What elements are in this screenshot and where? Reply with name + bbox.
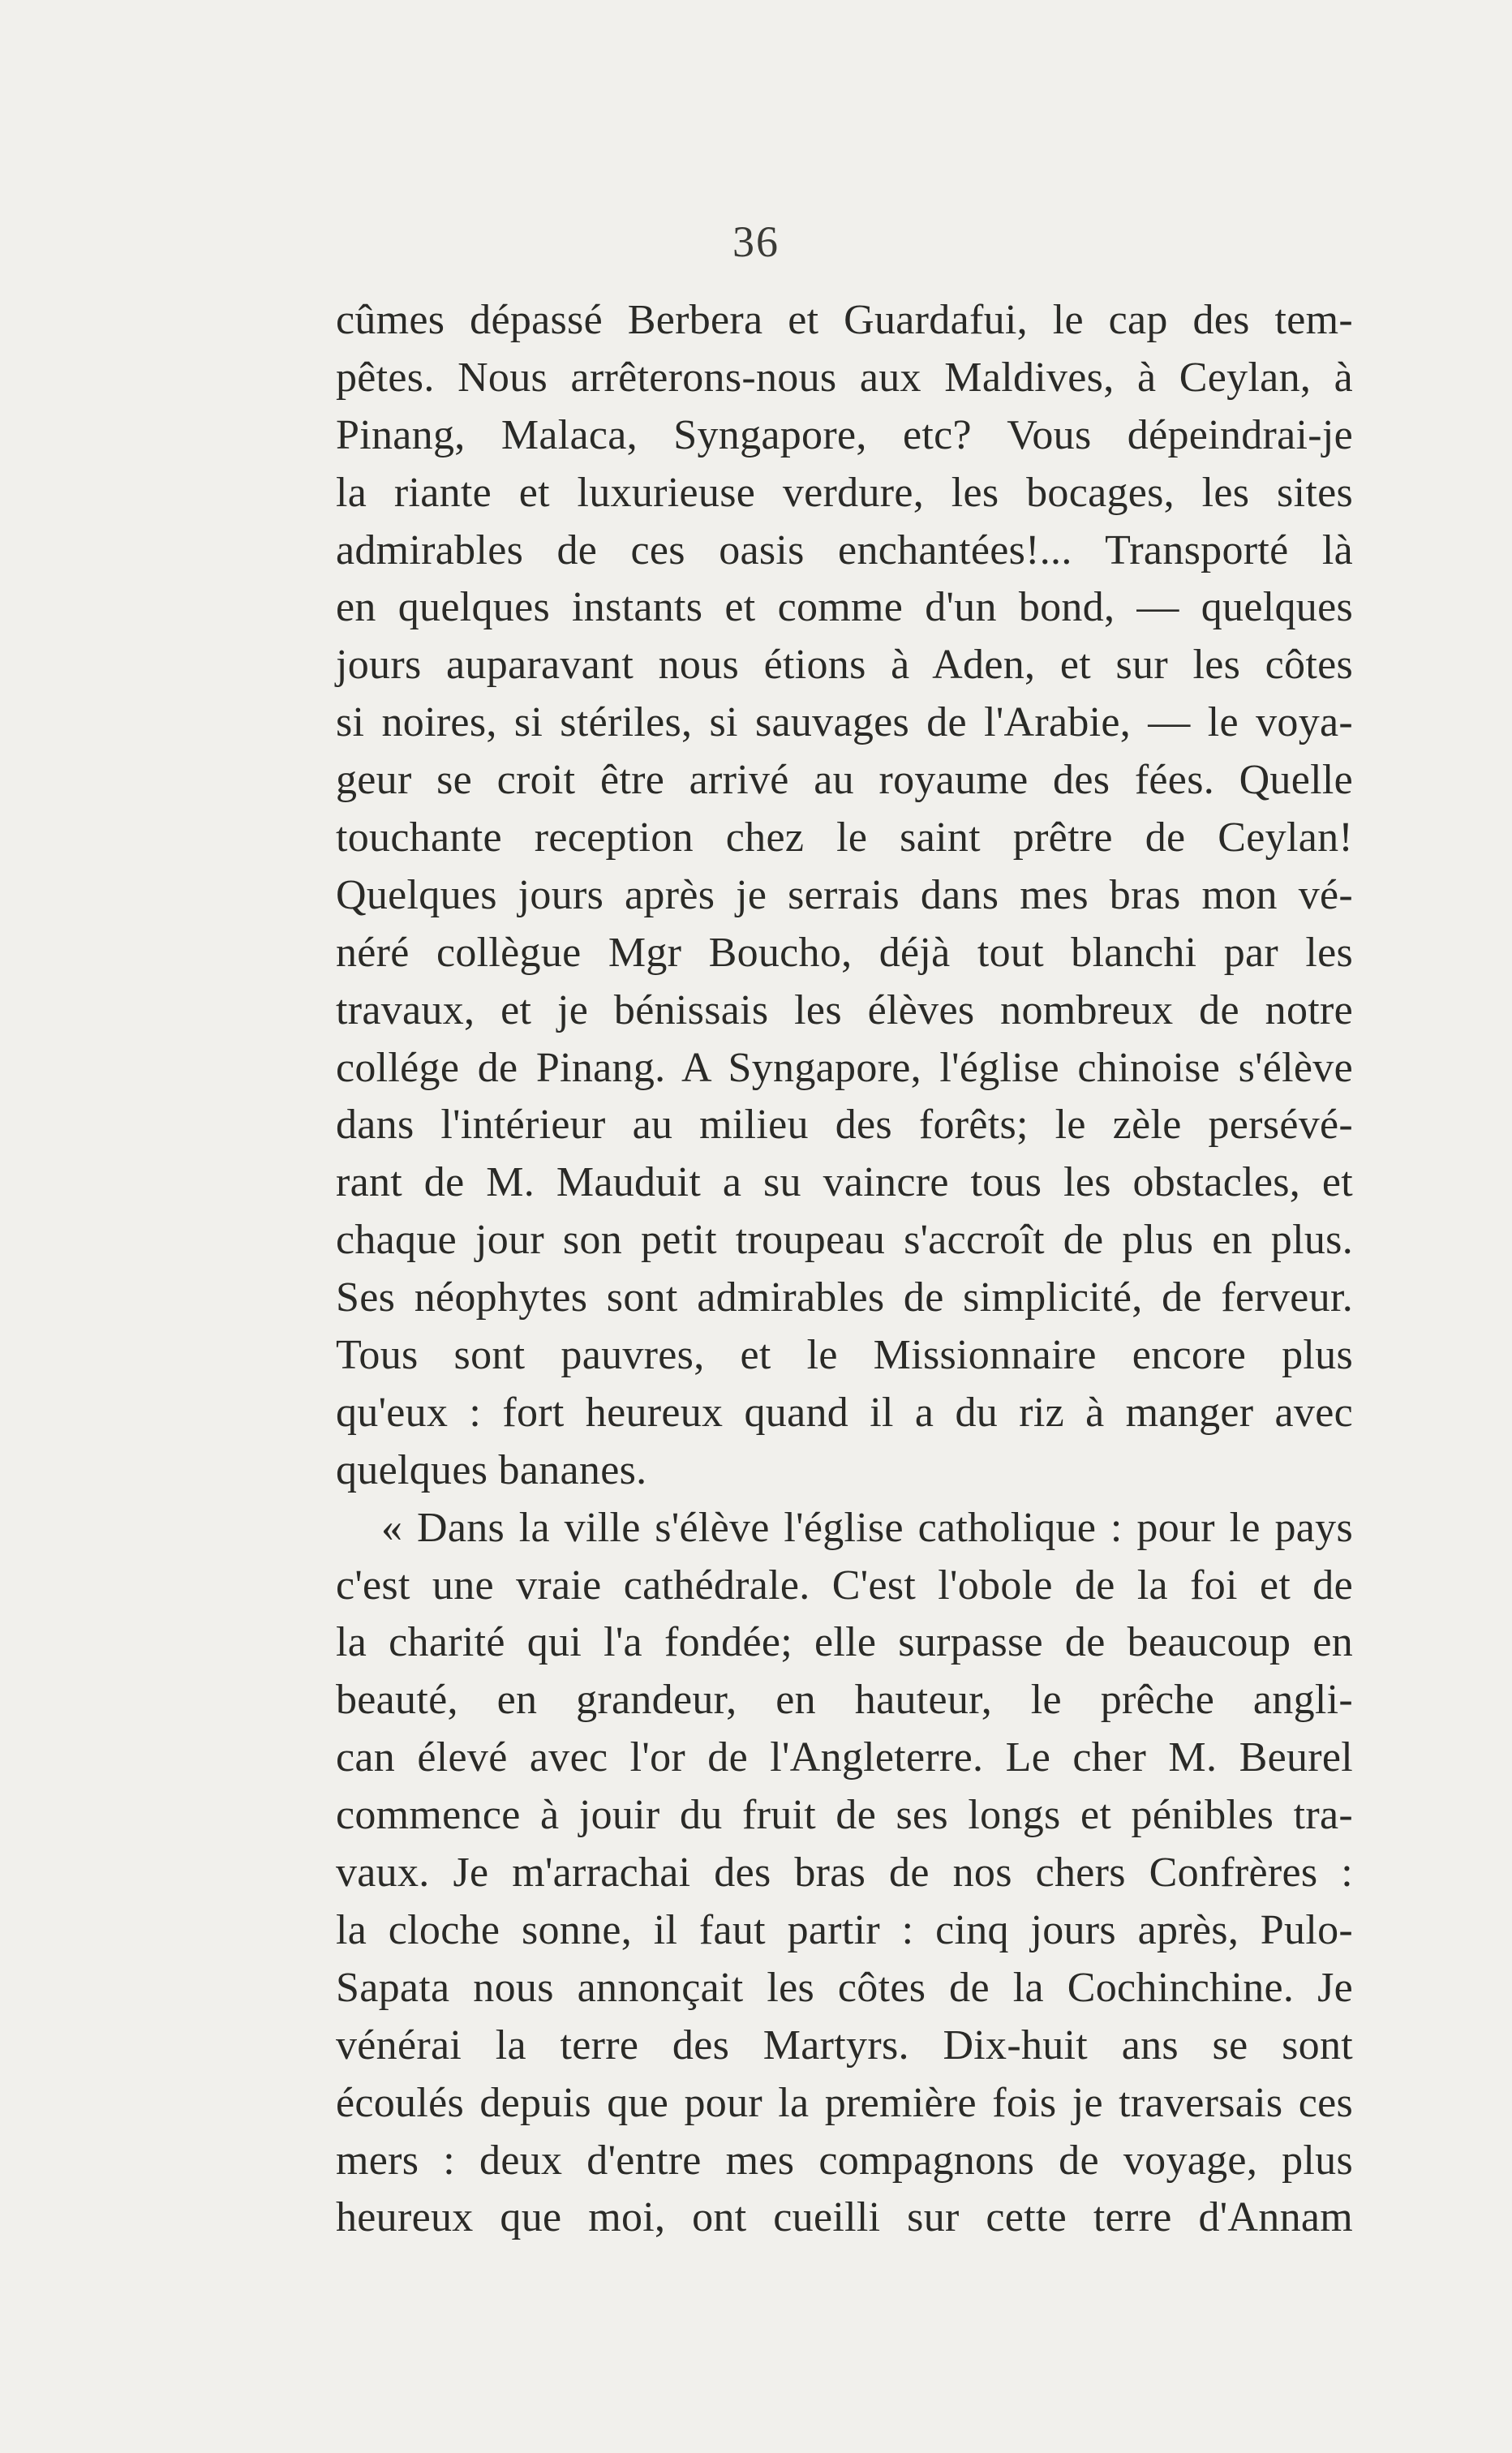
- text-line: beauté, en grandeur, en hauteur, le prêche angli-: [336, 1677, 1353, 1724]
- text-line: jours auparavant nous étions à Aden, et sur les côtes: [336, 642, 1353, 689]
- text-line: qu'eux : fort heureux quand il a du riz à manger avec: [336, 1389, 1353, 1436]
- page-number: 36: [732, 217, 780, 266]
- text-line: en quelques instants et comme d'un bond, — quelques: [336, 584, 1353, 631]
- text-line: admirables de ces oasis enchantées!... Transporté là: [336, 526, 1353, 574]
- text-line: rant de M. Mauduit a su vaincre tous les obstacles, et: [336, 1159, 1353, 1206]
- text-line: collége de Pinang. A Syngapore, l'église chinoise s'élève: [336, 1044, 1353, 1091]
- text-line: néré collègue Mgr Boucho, déjà tout blanchi par les: [336, 929, 1353, 976]
- text-line: si noires, si stériles, si sauvages de l'Arabie, — le voya-: [336, 699, 1353, 746]
- body-text: [336, 292, 1353, 2247]
- text-line: Pinang, Malaca, Syngapore, etc? Vous dépeindrai-je: [336, 411, 1353, 458]
- text-line: vaux. Je m'arrachai des bras de nos chers Confrères :: [336, 1849, 1353, 1897]
- text-line: la charité qui l'a fondée; elle surpasse de beaucoup en: [336, 1619, 1353, 1666]
- text-line: quelques bananes.: [336, 1446, 647, 1493]
- text-line: vénérai la terre des Martyrs. Dix-huit ans se sont: [336, 2021, 1353, 2069]
- text-line: dans l'intérieur au milieu des forêts; le zèle persévé-: [336, 1102, 1353, 1149]
- text-line: geur se croit être arrivé au royaume des fées. Quelle: [336, 757, 1353, 804]
- text-line: commence à jouir du fruit de ses longs et pénibles tra-: [336, 1792, 1353, 1839]
- text-line: Tous sont pauvres, et le Missionnaire encore plus: [336, 1332, 1353, 1379]
- text-line: écoulés depuis que pour la première fois je traversais ces: [336, 2079, 1353, 2126]
- text-line: heureux que moi, ont cueilli sur cette terre d'Annam: [336, 2194, 1353, 2241]
- text-line: c'est une vraie cathédrale. C'est l'obole de la foi et de: [336, 1562, 1353, 1609]
- text-line: la cloche sonne, il faut partir : cinq jours après, Pulo-: [336, 1906, 1353, 1953]
- text-line: cûmes dépassé Berbera et Guardafui, le cap des tem-: [336, 297, 1353, 343]
- text-line: Sapata nous annonçait les côtes de la Cochinchine. Je: [336, 1964, 1353, 2011]
- text-line: la riante et luxurieuse verdure, les bocages, les sites: [336, 469, 1353, 516]
- text-line: « Dans la ville s'élève l'église catholique : pour le pays: [381, 1504, 1353, 1551]
- text-line: travaux, et je bénissais les élèves nombreux de notre: [336, 986, 1353, 1033]
- text-line: pêtes. Nous arrêterons-nous aux Maldives, à Ceylan, à: [336, 354, 1353, 401]
- text-line: chaque jour son petit troupeau s'accroît de plus en plus.: [336, 1217, 1353, 1264]
- text-line: touchante reception chez le saint prêtre de Ceylan!: [336, 814, 1353, 861]
- text-line: can élevé avec l'or de l'Angleterre. Le cher M. Beurel: [336, 1734, 1353, 1781]
- text-line: mers : deux d'entre mes compagnons de voyage, plus: [336, 2137, 1353, 2184]
- text-line: Ses néophytes sont admirables de simplicité, de ferveur.: [336, 1274, 1353, 1321]
- text-line: Quelques jours après je serrais dans mes bras mon vé-: [336, 871, 1353, 918]
